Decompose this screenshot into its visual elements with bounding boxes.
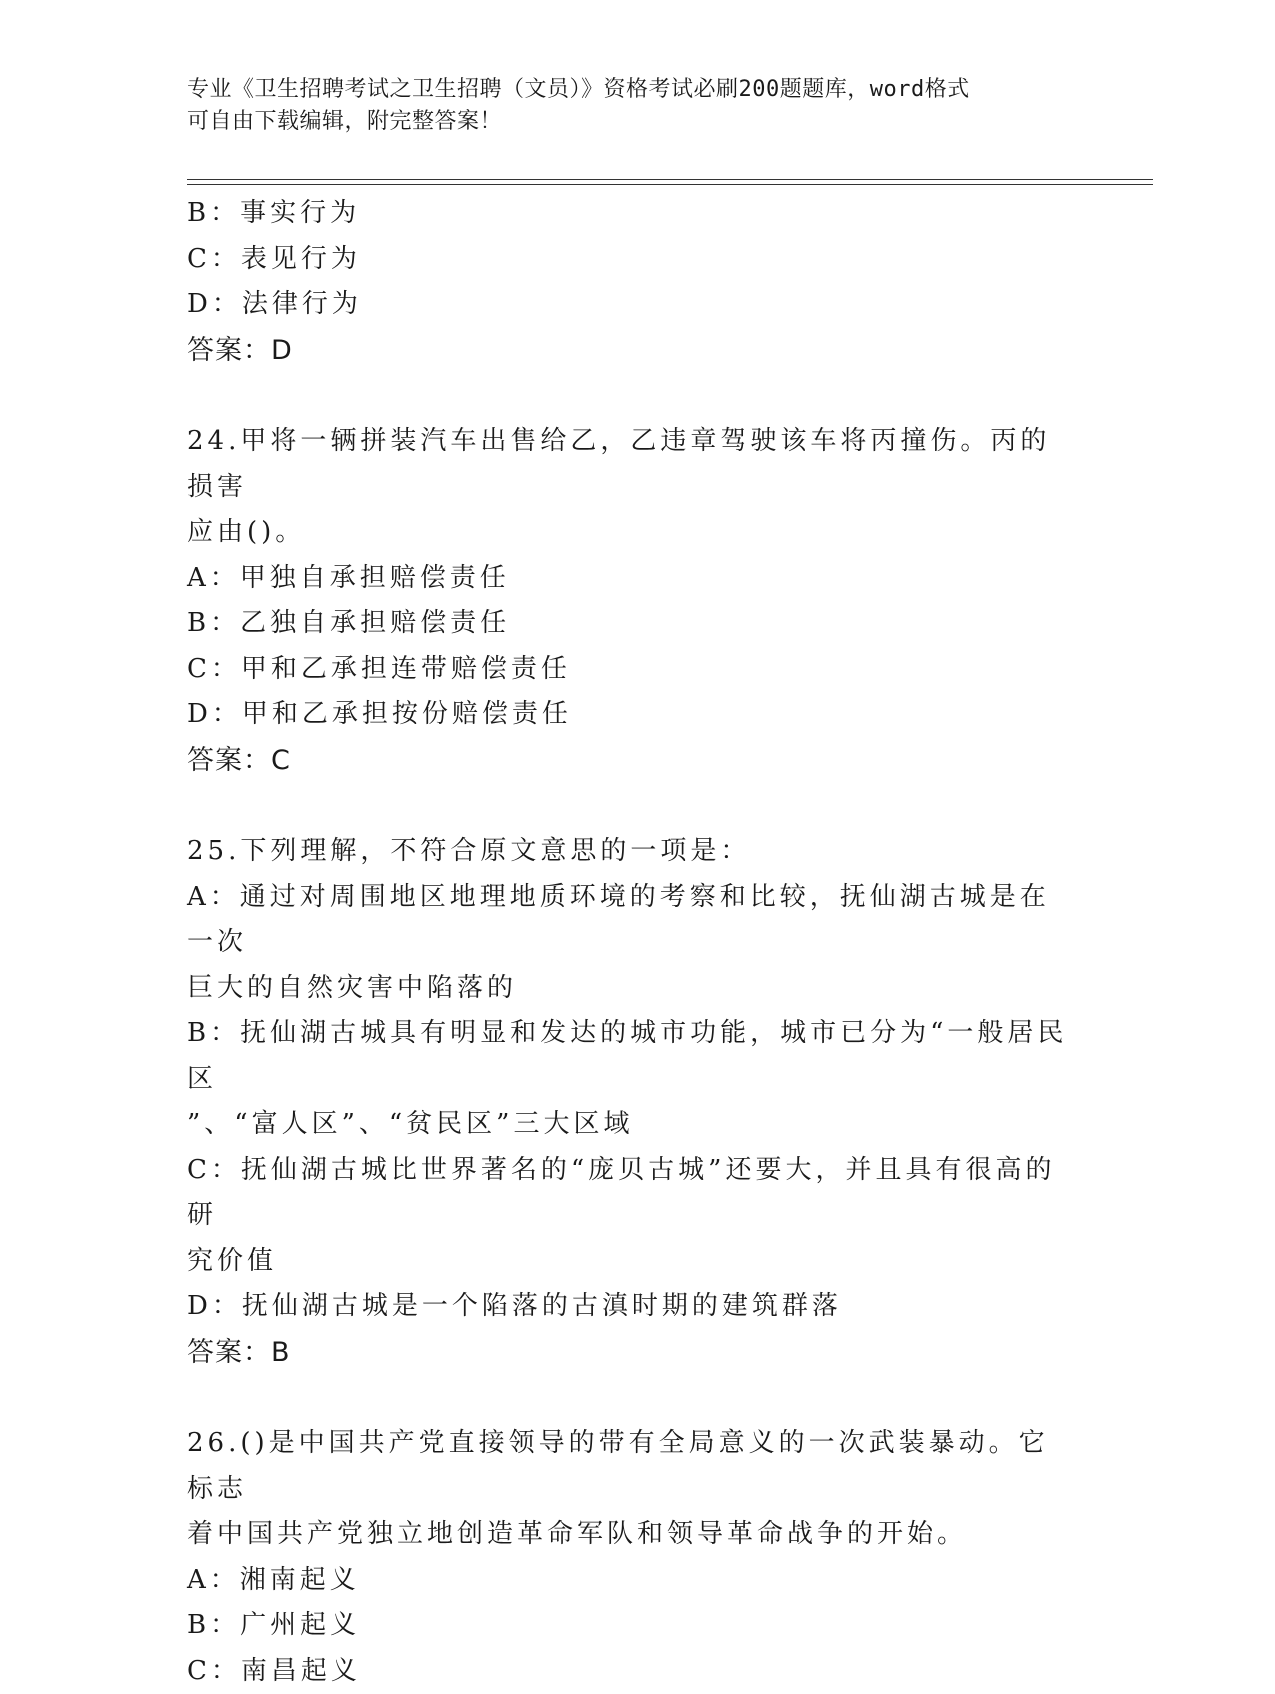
spacer [187, 373, 1077, 419]
option-a: A：通过对周围地区地理地质环境的考察和比较，抚仙湖古城是在一次 [187, 875, 1077, 966]
option-b: B：抚仙湖古城具有明显和发达的城市功能，城市已分为“一般居民区 [187, 1011, 1077, 1102]
header-divider-bottom [187, 184, 1153, 185]
option-d: D：甲和乙承担按份赔偿责任 [187, 692, 1077, 738]
question-stem: 应由()。 [187, 510, 1077, 556]
option-b-continued: ”、“富人区”、“贫民区”三大区域 [187, 1102, 1077, 1148]
question-24 [187, 419, 1077, 783]
answer-line: 答案：B [187, 1330, 1077, 1376]
option-a: A：甲独自承担赔偿责任 [187, 556, 1077, 602]
answer-line: 答案：D [187, 328, 1077, 374]
option-c: C：南昌起义 [187, 1649, 1077, 1694]
document-header [187, 74, 1067, 138]
question-stem: 着中国共产党独立地创造革命军队和领导革命战争的开始。 [187, 1512, 1077, 1558]
option-d: D：法律行为 [187, 282, 1077, 328]
question-25 [187, 829, 1077, 1375]
option-c: C：抚仙湖古城比世界著名的“庞贝古城”还要大，并且具有很高的研 [187, 1148, 1077, 1239]
question-list [187, 191, 1077, 1694]
option-c: C：表见行为 [187, 237, 1077, 283]
option-c-continued: 究价值 [187, 1239, 1077, 1285]
option-b: B：乙独自承担赔偿责任 [187, 601, 1077, 647]
option-b: B：事实行为 [187, 191, 1077, 237]
question-23-continuation [187, 191, 1077, 373]
header-line-2: 可自由下载编辑，附完整答案！ [187, 106, 1067, 138]
header-line-1: 专业《卫生招聘考试之卫生招聘（文员）》资格考试必刷200题题库，word格式 [187, 74, 1067, 106]
question-stem: 26.()是中国共产党直接领导的带有全局意义的一次武装暴动。它标志 [187, 1421, 1077, 1512]
option-c: C：甲和乙承担连带赔偿责任 [187, 647, 1077, 693]
spacer [187, 783, 1077, 829]
option-d: D：抚仙湖古城是一个陷落的古滇时期的建筑群落 [187, 1284, 1077, 1330]
header-divider-top [187, 179, 1153, 180]
question-stem: 24.甲将一辆拼装汽车出售给乙，乙违章驾驶该车将丙撞伤。丙的损害 [187, 419, 1077, 510]
option-a-continued: 巨大的自然灾害中陷落的 [187, 966, 1077, 1012]
option-a: A：湘南起义 [187, 1558, 1077, 1604]
option-b: B：广州起义 [187, 1603, 1077, 1649]
question-26 [187, 1421, 1077, 1694]
answer-line: 答案：C [187, 738, 1077, 784]
question-stem: 25.下列理解，不符合原文意思的一项是： [187, 829, 1077, 875]
spacer [187, 1375, 1077, 1421]
